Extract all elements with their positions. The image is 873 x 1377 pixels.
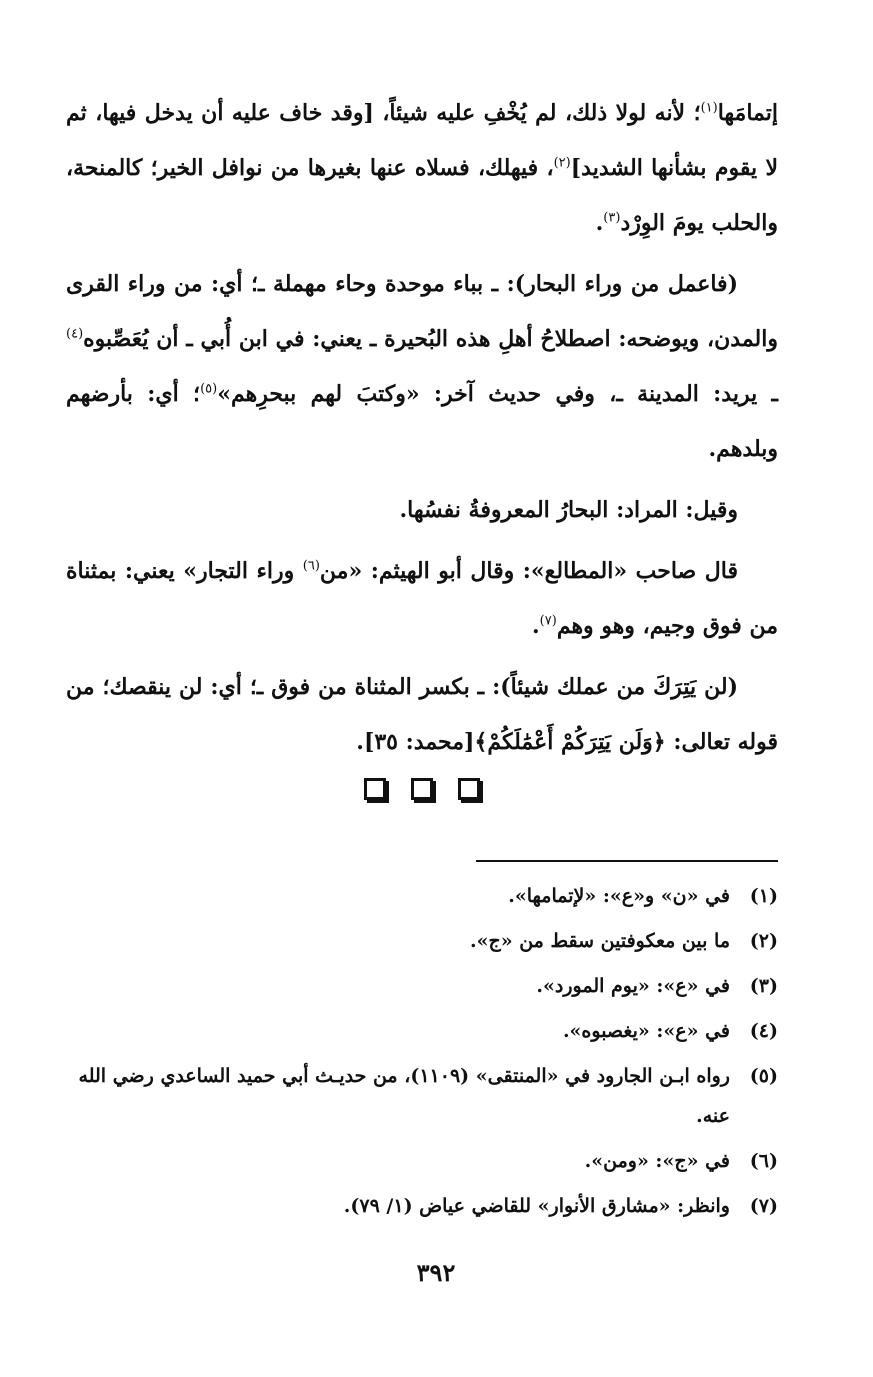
text-run: (فاعمل من وراء البحار): ـ بباء موحدة وحاء مهملة ـ؛ أي: من وراء القرى والمدن، ويوضحه: اصطلاحُ أهلِ هذه البُحيرة ـ يعني: في ابن أُبي ـ أن يُعَصِّبوه xyxy=(66,271,778,352)
footnote-item xyxy=(66,1186,778,1226)
footnote-ref: (٦) xyxy=(302,558,320,574)
footnote-text: في «ج»: «ومن». xyxy=(584,1150,730,1172)
footnote-separator xyxy=(476,860,778,862)
text-run: إتمامَها xyxy=(717,100,778,126)
footnote-number: (٧) xyxy=(749,1195,778,1217)
square-ornament-icon xyxy=(411,778,433,800)
footnote-item xyxy=(66,1056,778,1136)
footnote-text: وانظر: «مشارق الأنوار» للقاضي عياض (١/ ٧٩). xyxy=(343,1195,730,1217)
text-run: وراء التجار» يعني: بمثناة من فوق وجيم، وهو وهم xyxy=(66,558,778,639)
paragraph xyxy=(66,660,778,770)
text-run: ؛ لأنه لولا ذلك، لم يُخْفِ عليه شيئاً، [وقد خاف عليه أن يدخل فيها، ثم لا يقوم بشأنها الشديد] xyxy=(66,100,778,181)
footnote-ref: (٣) xyxy=(603,210,621,226)
footnote-ref: (٤) xyxy=(66,326,84,342)
footnote-ref: (١) xyxy=(700,100,718,116)
text-run: (لن يَتِرَكَ من عملك شيئاً): ـ بكسر المثناة من فوق ـ؛ أي: لن ينقصك؛ من قوله تعالى: xyxy=(66,674,778,755)
footnote-number: (١) xyxy=(749,885,778,907)
square-ornament-icon xyxy=(364,778,386,800)
footnote-number: (٦) xyxy=(749,1150,778,1172)
footnote-number: (٥) xyxy=(749,1065,778,1087)
footnote-ref: (٢) xyxy=(553,155,571,171)
footnote-number: (٢) xyxy=(749,930,778,952)
text-run: . xyxy=(532,613,540,639)
text-run: قال صاحب «المطالع»: وقال أبو الهيثم: «من xyxy=(319,558,738,584)
footnote-item xyxy=(66,921,778,961)
text-run: ، فيهلك، فسلاه عنها بغيرها من نوافل الخير؛ كالمنحة، والحلب يومَ الوِرْد xyxy=(66,155,778,236)
footnote-ref: (٧) xyxy=(539,613,557,629)
footnote-text: رواه ابـن الجارود في «المنتقى» (١١٠٩)، من حديـث أبي حميد الساعدي رضي الله عنه. xyxy=(78,1065,730,1127)
text-run: [محمد: ٣٥]. xyxy=(356,729,475,755)
main-text xyxy=(66,86,778,770)
text-run: وقيل: المراد: البحارُ المعروفةُ نفسُها. xyxy=(399,497,738,523)
footnote-item xyxy=(66,1141,778,1181)
paragraph xyxy=(66,483,778,538)
text-run: . xyxy=(595,210,604,236)
footnote-item xyxy=(66,966,778,1006)
footnote-item xyxy=(66,1011,778,1051)
footnote-text: في «ن» و«ع»: «لإتمامها». xyxy=(508,885,730,907)
footnote-text: ما بين معكوفتين سقط من «ج». xyxy=(469,930,730,952)
footnotes xyxy=(66,876,778,1231)
footnote-number: (٣) xyxy=(749,975,778,997)
footnote-number: (٤) xyxy=(749,1020,778,1042)
text-run: ـ يريد: المدينة ـ، وفي حديث آخر: «وكتبَ لهم ببحرِهم» xyxy=(217,381,778,407)
page-number: ٣٩٢ xyxy=(416,1258,456,1287)
text-run: ؛ أي: بأرضهم وبلدهم. xyxy=(66,381,778,462)
paragraph xyxy=(66,257,778,477)
paragraph xyxy=(66,86,778,251)
footnote-item xyxy=(66,876,778,916)
quran-quote: ﴿وَلَن يَتِرَكُمْ أَعْمَٰلَكُمْ﴾ xyxy=(474,729,666,755)
paragraph xyxy=(66,544,778,654)
square-ornament-icon xyxy=(458,778,480,800)
footnote-ref: (٥) xyxy=(200,381,218,397)
footnote-text: في «ع»: «يغصبوه». xyxy=(562,1020,730,1042)
section-end-ornament xyxy=(364,778,480,808)
footnote-text: في «ع»: «يوم المورد». xyxy=(536,975,730,997)
